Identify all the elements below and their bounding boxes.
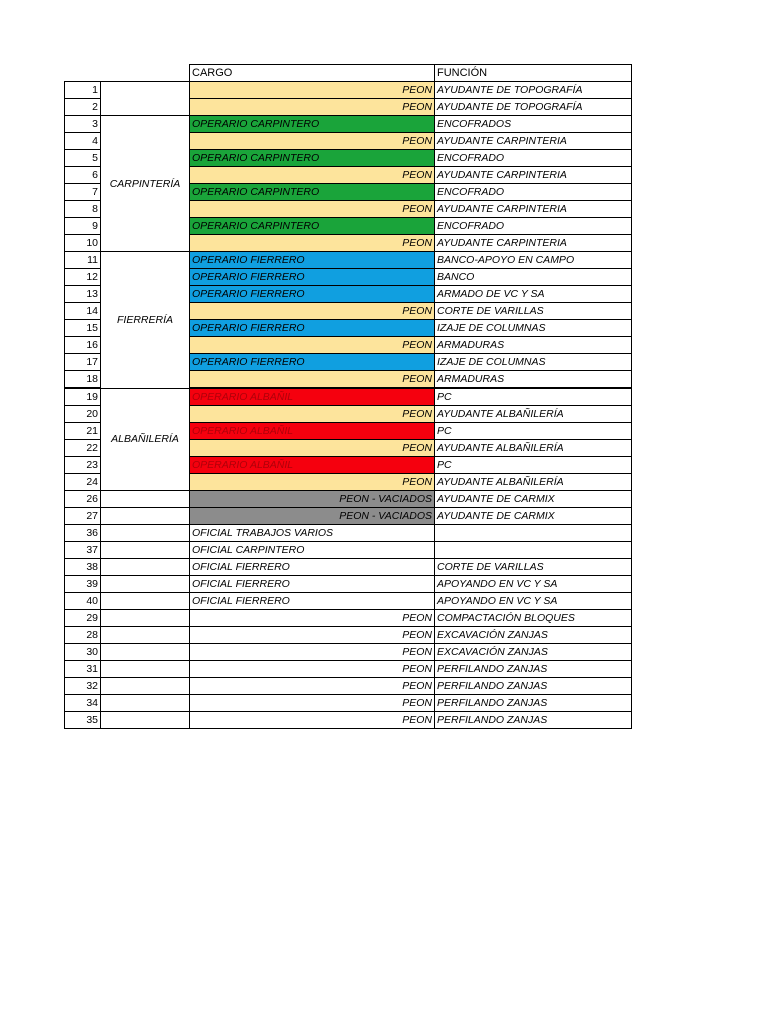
group-blank [101, 610, 190, 627]
cargo-cell: OFICIAL CARPINTERO [190, 542, 435, 559]
cargo-cell: PEON - VACIADOS [190, 491, 435, 508]
funcion-cell: AYUDANTE CARPINTERIA [435, 235, 632, 252]
table-row [65, 116, 632, 133]
funcion-cell: ARMADURAS [435, 371, 632, 389]
header-cargo: CARGO [190, 65, 435, 82]
funcion-cell: AYUDANTE DE TOPOGRAFÍA [435, 82, 632, 99]
funcion-cell: COMPACTACIÓN BLOQUES [435, 610, 632, 627]
funcion-cell: ENCOFRADO [435, 218, 632, 235]
row-number: 16 [65, 337, 101, 354]
cargo-cell: PEON [190, 695, 435, 712]
table-row [65, 593, 632, 610]
cargo-cell: PEON [190, 610, 435, 627]
funcion-cell: APOYANDO EN VC Y SA [435, 593, 632, 610]
funcion-cell: AYUDANTE DE TOPOGRAFÍA [435, 99, 632, 116]
funcion-cell: EXCAVACIÓN ZANJAS [435, 644, 632, 661]
cargo-cell: OFICIAL FIERRERO [190, 593, 435, 610]
cargo-cell: OFICIAL TRABAJOS VARIOS [190, 525, 435, 542]
cargo-cell: PEON [190, 167, 435, 184]
funcion-cell: ENCOFRADOS [435, 116, 632, 133]
table-row [65, 695, 632, 712]
table-row [65, 559, 632, 576]
cargo-cell: PEON [190, 82, 435, 99]
funcion-cell [435, 525, 632, 542]
cargo-cell: PEON [190, 99, 435, 116]
row-number: 28 [65, 627, 101, 644]
group-blank [101, 678, 190, 695]
table-row [65, 508, 632, 525]
table-row [65, 491, 632, 508]
table-row [65, 661, 632, 678]
funcion-cell: PERFILANDO ZANJAS [435, 712, 632, 729]
cargo-cell: PEON [190, 337, 435, 354]
table-row [65, 252, 632, 269]
row-number: 3 [65, 116, 101, 133]
cargo-cell: OPERARIO FIERRERO [190, 320, 435, 337]
row-number: 36 [65, 525, 101, 542]
cargo-cell: OPERARIO ALBAÑIL [190, 457, 435, 474]
group-blank [101, 559, 190, 576]
cargo-cell: PEON [190, 644, 435, 661]
cargo-cell: PEON [190, 678, 435, 695]
group-blank [101, 525, 190, 542]
funcion-cell: AYUDANTE ALBAÑILERÍA [435, 440, 632, 457]
funcion-cell: PERFILANDO ZANJAS [435, 678, 632, 695]
row-number: 35 [65, 712, 101, 729]
funcion-cell [435, 542, 632, 559]
row-number: 20 [65, 406, 101, 423]
funcion-cell: IZAJE DE COLUMNAS [435, 354, 632, 371]
row-number: 9 [65, 218, 101, 235]
row-number: 32 [65, 678, 101, 695]
header-funcion: FUNCIÓN [435, 65, 632, 82]
personnel-table [64, 64, 632, 729]
group-blank [101, 542, 190, 559]
cargo-cell: PEON [190, 440, 435, 457]
table-row [65, 576, 632, 593]
row-number: 2 [65, 99, 101, 116]
group-blank [101, 576, 190, 593]
row-number: 1 [65, 82, 101, 99]
row-number: 23 [65, 457, 101, 474]
funcion-cell: PC [435, 388, 632, 406]
row-number: 26 [65, 491, 101, 508]
funcion-cell: APOYANDO EN VC Y SA [435, 576, 632, 593]
group-carpinteria: CARPINTERÍA [101, 116, 190, 252]
row-number: 27 [65, 508, 101, 525]
group-blank [101, 627, 190, 644]
table-row [65, 542, 632, 559]
funcion-cell: PC [435, 457, 632, 474]
group-blank [101, 491, 190, 508]
row-number: 12 [65, 269, 101, 286]
group-blank [101, 508, 190, 525]
row-number: 22 [65, 440, 101, 457]
row-number: 31 [65, 661, 101, 678]
cargo-cell: OFICIAL FIERRERO [190, 559, 435, 576]
row-number: 7 [65, 184, 101, 201]
funcion-cell: ARMADURAS [435, 337, 632, 354]
group-blank [101, 661, 190, 678]
header-blank-cell [101, 65, 190, 82]
row-number: 38 [65, 559, 101, 576]
funcion-cell: ENCOFRADO [435, 150, 632, 167]
funcion-cell: EXCAVACIÓN ZANJAS [435, 627, 632, 644]
cargo-cell: OPERARIO FIERRERO [190, 286, 435, 303]
cargo-cell: OPERARIO CARPINTERO [190, 184, 435, 201]
cargo-cell: OPERARIO FIERRERO [190, 252, 435, 269]
funcion-cell: AYUDANTE ALBAÑILERÍA [435, 406, 632, 423]
funcion-cell: AYUDANTE DE CARMIX [435, 508, 632, 525]
row-number: 14 [65, 303, 101, 320]
row-number: 40 [65, 593, 101, 610]
table-row [65, 627, 632, 644]
cargo-cell: PEON [190, 133, 435, 150]
cargo-cell: PEON - VACIADOS [190, 508, 435, 525]
cargo-cell: OPERARIO FIERRERO [190, 269, 435, 286]
cargo-cell: OPERARIO ALBAÑIL [190, 388, 435, 406]
cargo-cell: OPERARIO FIERRERO [190, 354, 435, 371]
group-blank [101, 82, 190, 116]
row-number: 6 [65, 167, 101, 184]
table-row [65, 525, 632, 542]
cargo-cell: PEON [190, 201, 435, 218]
row-number: 18 [65, 371, 101, 389]
row-number: 5 [65, 150, 101, 167]
group-blank [101, 593, 190, 610]
row-number: 13 [65, 286, 101, 303]
row-number: 4 [65, 133, 101, 150]
cargo-cell: PEON [190, 303, 435, 320]
row-number: 21 [65, 423, 101, 440]
cargo-cell: OPERARIO CARPINTERO [190, 116, 435, 133]
group-blank [101, 644, 190, 661]
funcion-cell: CORTE DE VARILLAS [435, 303, 632, 320]
group-blank [101, 695, 190, 712]
funcion-cell: BANCO-APOYO EN CAMPO [435, 252, 632, 269]
cargo-cell: PEON [190, 661, 435, 678]
group-fierreria: FIERRERÍA [101, 252, 190, 389]
funcion-cell: PERFILANDO ZANJAS [435, 661, 632, 678]
funcion-cell: BANCO [435, 269, 632, 286]
row-number: 17 [65, 354, 101, 371]
row-number: 11 [65, 252, 101, 269]
group-blank [101, 712, 190, 729]
cargo-cell: PEON [190, 406, 435, 423]
funcion-cell: IZAJE DE COLUMNAS [435, 320, 632, 337]
row-number: 8 [65, 201, 101, 218]
funcion-cell: ENCOFRADO [435, 184, 632, 201]
cargo-cell: PEON [190, 474, 435, 491]
table-row [65, 82, 632, 99]
funcion-cell: PC [435, 423, 632, 440]
cargo-cell: OPERARIO CARPINTERO [190, 150, 435, 167]
header-row [65, 65, 632, 82]
row-number: 29 [65, 610, 101, 627]
row-number: 37 [65, 542, 101, 559]
row-number: 10 [65, 235, 101, 252]
table-row [65, 388, 632, 406]
header-blank-cell [65, 65, 101, 82]
table-row [65, 644, 632, 661]
row-number: 30 [65, 644, 101, 661]
funcion-cell: AYUDANTE CARPINTERIA [435, 167, 632, 184]
row-number: 39 [65, 576, 101, 593]
cargo-cell: OFICIAL FIERRERO [190, 576, 435, 593]
cargo-cell: PEON [190, 712, 435, 729]
table-row [65, 678, 632, 695]
table-row [65, 610, 632, 627]
group-albanileria: ALBAÑILERÍA [101, 388, 190, 491]
row-number: 15 [65, 320, 101, 337]
row-number: 19 [65, 388, 101, 406]
funcion-cell: AYUDANTE CARPINTERIA [435, 201, 632, 218]
funcion-cell: AYUDANTE DE CARMIX [435, 491, 632, 508]
cargo-cell: OPERARIO ALBAÑIL [190, 423, 435, 440]
row-number: 34 [65, 695, 101, 712]
funcion-cell: CORTE DE VARILLAS [435, 559, 632, 576]
funcion-cell: AYUDANTE ALBAÑILERÍA [435, 474, 632, 491]
funcion-cell: PERFILANDO ZANJAS [435, 695, 632, 712]
row-number: 24 [65, 474, 101, 491]
funcion-cell: AYUDANTE CARPINTERIA [435, 133, 632, 150]
table-row [65, 712, 632, 729]
cargo-cell: PEON [190, 235, 435, 252]
cargo-cell: OPERARIO CARPINTERO [190, 218, 435, 235]
funcion-cell: ARMADO DE VC Y SA [435, 286, 632, 303]
cargo-cell: PEON [190, 627, 435, 644]
cargo-cell: PEON [190, 371, 435, 389]
